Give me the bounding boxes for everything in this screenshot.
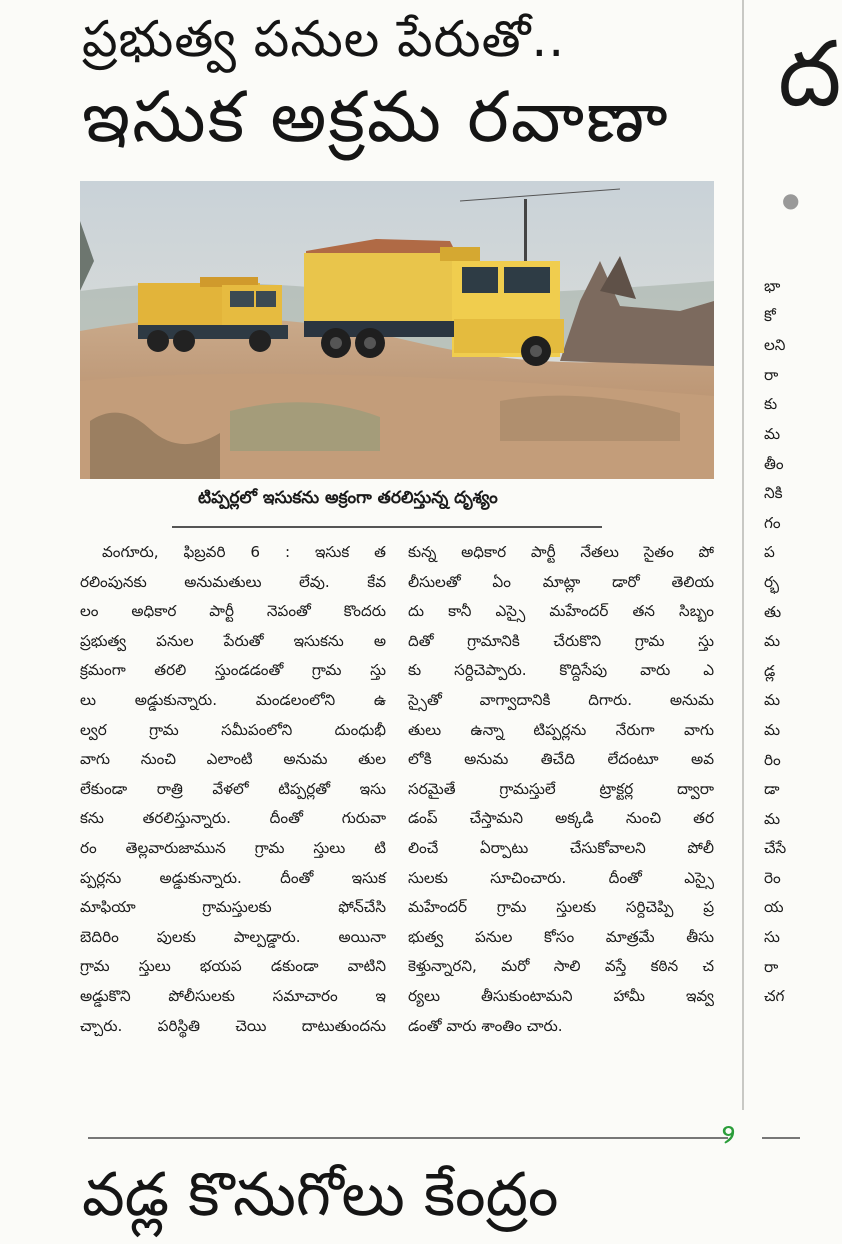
body-line: భుత్వ పనుల కోసం మాత్రమే తీసు — [408, 927, 714, 946]
body-line: ర్యలు తీసుకుంటామని హామీ ఇవ్వ — [408, 986, 714, 1005]
adjacent-line: కో — [764, 306, 776, 325]
adjacent-line: చగ — [764, 987, 785, 1006]
adjacent-line: రిం — [764, 750, 781, 769]
body-line: తులు ఉన్నా టిప్పర్లను నేరుగా వాగు — [408, 720, 714, 739]
body-line: దు కానీ ఎస్సై మహేందర్ తన సిబ్బం — [408, 602, 714, 621]
body-line: కెళ్తున్నారని, మరో సాలి వస్తే కఠిన చ — [408, 957, 714, 976]
body-line: బెదిరిం పులకు పాల్పడ్డారు. అయినా — [80, 927, 386, 946]
body-line: ల్వర గ్రామ సమీపంలోని దుంధుభీ — [80, 720, 386, 739]
news-photo-sand-tippers — [80, 181, 714, 479]
body-line: దితో గ్రామానికి చేరుకొని గ్రామ స్తు — [408, 631, 714, 650]
section-divider — [88, 1137, 728, 1139]
body-line: స్సైతో వాగ్వాదానికి దిగారు. అనుమ — [408, 690, 714, 709]
body-line: లోకి అనుమ తిచేది లేదంటూ అవ — [408, 750, 714, 769]
body-line: కను తరలిస్తున్నారు. దీంతో గురువా — [80, 809, 386, 828]
body-line: సులకు సూచించారు. దీంతో ఎస్సై — [408, 868, 714, 887]
adjacent-line: మ — [764, 424, 781, 443]
article-column-2 — [408, 538, 714, 1041]
body-line: లించే ఏర్పాటు చేసుకోవాలని పోలీ — [408, 838, 714, 857]
adjacent-line: ప — [764, 543, 775, 562]
body-line: డంప్ చేస్తామని అక్కడి నుంచి తర — [408, 809, 714, 828]
body-line: లం అధికార పార్టీ నెపంతో కొందరు — [80, 602, 386, 621]
body-line: వాగు నుంచి ఎలాంటి అనుమ తుల — [80, 750, 386, 769]
adjacent-line: నికి — [764, 484, 783, 503]
body-line: డంతో వారు శాంతిం చారు. — [408, 1016, 563, 1035]
adjacent-text — [764, 272, 786, 1012]
adjacent-line: గం — [764, 513, 781, 532]
adjacent-headline: ద — [778, 22, 842, 127]
section-divider-right — [762, 1137, 800, 1139]
bullet-icon: ● — [782, 188, 800, 212]
adjacent-line: మ — [764, 632, 781, 651]
adjacent-line: మ — [764, 691, 781, 710]
body-line: ప్పర్లను అడ్డుకున్నారు. దీంతో ఇసుక — [80, 868, 386, 887]
caption-underline — [172, 526, 602, 528]
adjacent-line: రెం — [764, 868, 781, 887]
swirl-icon: ୨ — [722, 1120, 735, 1150]
body-line: అడ్డుకొని పోలీసులకు సమాచారం ఇ — [80, 986, 386, 1005]
adjacent-line: రా — [764, 957, 779, 976]
body-line: చ్చారు. పరిస్థితి చెయి దాటుతుందను — [80, 1016, 386, 1035]
adjacent-line: మ — [764, 720, 781, 739]
photo-caption: టిప్పర్లలో ఇసుకను అక్రంగా తరలిస్తున్న దృశ్యం — [198, 488, 498, 508]
next-article-headline: వడ్ల కొనుగోలు కేంద్రం — [82, 1160, 559, 1230]
body-line: కు సర్దిచెప్పారు. కొద్దిసేపు వారు ఎ — [408, 661, 714, 680]
body-line: లీసులతో ఏం మాట్లా డారో తెలియ — [408, 572, 714, 591]
body-line: ప్రభుత్వ పనుల పేరుతో ఇసుకను అ — [80, 631, 386, 650]
adjacent-line: చేసే — [764, 839, 787, 858]
adjacent-line: య — [764, 898, 784, 917]
body-line: లు అడ్డుకున్నారు. మండలంలోని ఉ — [80, 690, 386, 709]
adjacent-line: కు — [764, 395, 778, 414]
body-line: వంగూరు, ఫిబ్రవరి 6 : ఇసుక త — [102, 543, 386, 561]
body-line: మాఫియా గ్రామస్తులకు ఫోన్‌చేసి — [80, 898, 386, 917]
adjacent-line: తీం — [764, 454, 784, 473]
body-line: రం తెల్లవారుజామున గ్రామ స్తులు టి — [80, 838, 386, 857]
adjacent-line: రా — [764, 365, 779, 384]
adjacent-line: మ — [764, 809, 781, 828]
adjacent-article-cropped — [744, 0, 842, 1188]
body-line: మహేందర్ గ్రామ స్తులకు సర్దిచెప్పి ప్ర — [408, 898, 714, 917]
body-line: గ్రామ స్తులు భయప డకుండా వాటిని — [80, 957, 386, 976]
article-kicker: ప్రభుత్వ పనుల పేరుతో.. — [82, 10, 566, 68]
adjacent-line: భా — [764, 277, 781, 295]
body-line: కున్న అధికార పార్టీ నేతలు సైతం పో — [408, 543, 714, 561]
article-column-1 — [80, 538, 386, 1041]
body-line: రలింపునకు అనుమతులు లేవు. కేవ — [80, 572, 386, 591]
body-line: సరమైతే గ్రామస్తులే ట్రాక్టర్ల ద్వారా — [408, 779, 714, 798]
adjacent-line: లని — [764, 336, 786, 355]
adjacent-line: తు — [764, 602, 782, 621]
adjacent-line: ర్భ — [764, 572, 780, 591]
body-line: లేకుండా రాత్రి వేళలో టిప్పర్లతో ఇసు — [80, 779, 386, 798]
body-line: క్రమంగా తరలి స్తుండడంతో గ్రామ స్తు — [80, 661, 386, 680]
article-headline: ఇసుక అక్రమ రవాణా — [82, 76, 670, 158]
adjacent-line: డ్ల — [764, 661, 776, 680]
adjacent-line: సు — [764, 928, 780, 947]
adjacent-line: డా — [764, 780, 780, 799]
